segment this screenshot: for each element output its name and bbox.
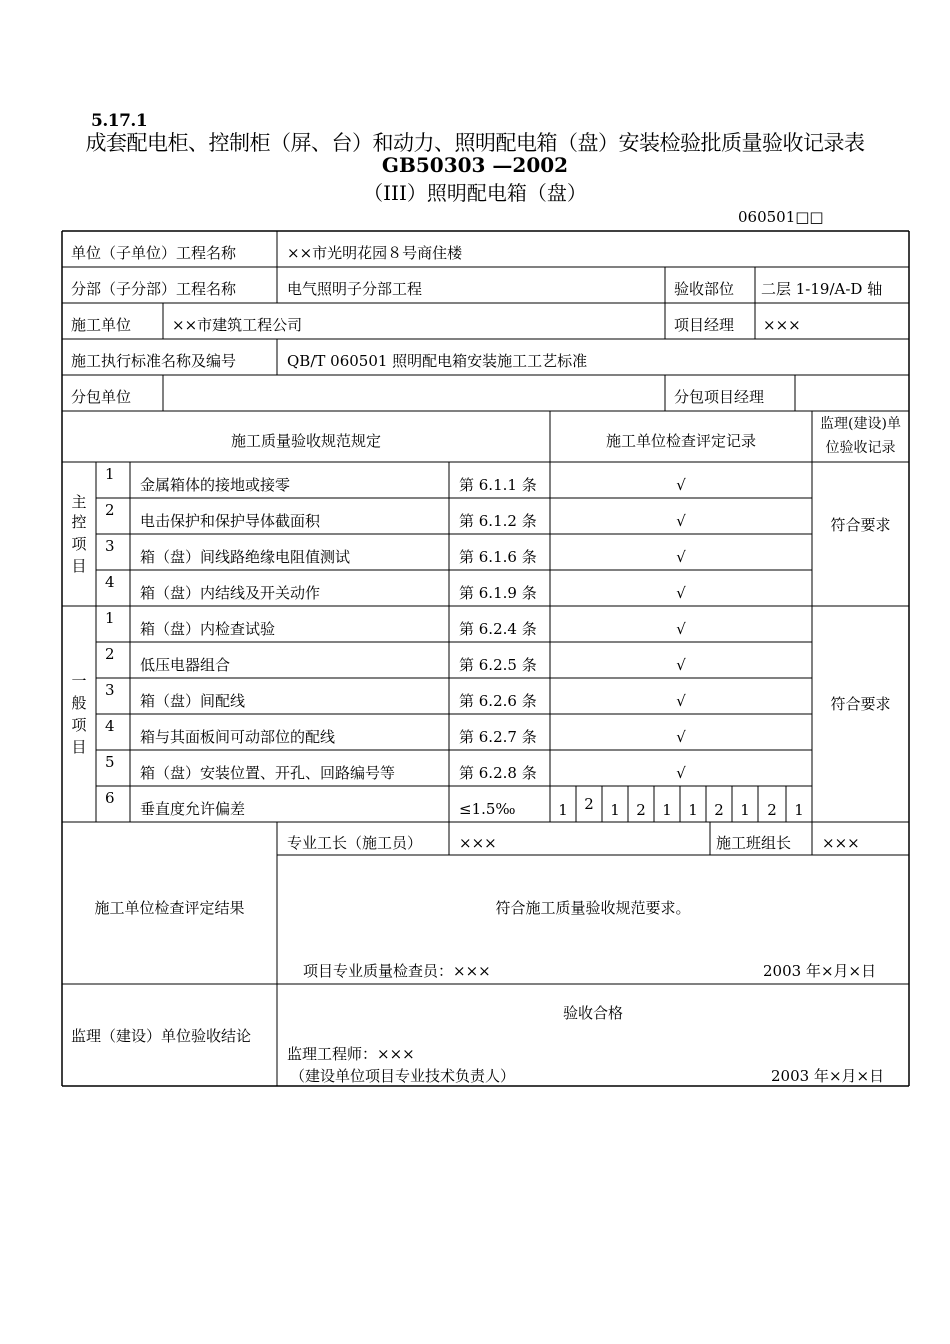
item-number: 2 <box>105 501 115 519</box>
item-result: √ <box>676 512 686 530</box>
item-result: √ <box>676 728 686 746</box>
deviation-value: 1 <box>558 801 568 819</box>
team-leader-label: 施工班组长 <box>716 834 792 852</box>
item-clause: 第 6.1.6 条 <box>459 548 537 566</box>
supervision-result-label: 监理（建设）单位验收结论 <box>71 1027 252 1045</box>
form-subtitle: （III）照明配电箱（盘） <box>363 181 587 205</box>
standard-code: GB50303 —2002 <box>381 153 569 177</box>
contractor-conclusion: 符合施工质量验收规范要求。 <box>495 899 691 917</box>
main-control-char: 主 <box>71 493 87 511</box>
main-control-char: 项 <box>71 535 87 553</box>
deviation-value: 2 <box>714 801 724 819</box>
supervision-conclusion: 验收合格 <box>562 1004 623 1022</box>
subdivision-label: 分部（子分部）工程名称 <box>71 280 237 298</box>
project-manager-label: 项目经理 <box>674 316 735 334</box>
item-number: 5 <box>105 753 115 771</box>
item-result: √ <box>676 584 686 602</box>
main-control-char: 控 <box>71 513 87 531</box>
item-name: 箱与其面板间可动部位的配线 <box>140 728 336 746</box>
general-supervision: 符合要求 <box>830 695 891 713</box>
item-clause: 第 6.1.9 条 <box>459 584 537 602</box>
item-clause: 第 6.2.4 条 <box>459 620 537 638</box>
subdivision-value: 电气照明子分部工程 <box>287 280 423 298</box>
item-result: √ <box>676 476 686 494</box>
item-name: 箱（盘）安装位置、开孔、回路编号等 <box>140 764 396 782</box>
item-clause: 第 6.1.1 条 <box>459 476 537 494</box>
item-name: 箱（盘）内检查试验 <box>140 620 276 638</box>
item-name: 箱（盘）间线路绝缘电阻值测试 <box>140 548 351 566</box>
spec-header: 施工质量验收规范规定 <box>230 432 381 450</box>
foreman-value: ××× <box>459 834 497 852</box>
item-clause: 第 6.2.7 条 <box>459 728 537 746</box>
item-name: 电击保护和保护导体截面积 <box>140 512 321 530</box>
team-leader-value: ××× <box>822 834 860 852</box>
project-manager-value: ××× <box>763 316 801 334</box>
contractor-value: ××市建筑工程公司 <box>172 316 303 334</box>
item-number: 3 <box>105 537 115 555</box>
deviation-value: 1 <box>610 801 620 819</box>
deviation-value: 1 <box>662 801 672 819</box>
general-char: 目 <box>71 738 87 756</box>
general-char: 项 <box>71 716 87 734</box>
item-name: 垂直度允许偏差 <box>140 800 246 818</box>
item-clause: 第 6.2.8 条 <box>459 764 537 782</box>
item-name: 箱（盘）间配线 <box>140 692 246 710</box>
supervision-engineer: 监理工程师：××× <box>287 1045 415 1063</box>
item-name: 金属箱体的接地或接零 <box>140 476 291 494</box>
item-clause: 第 6.2.5 条 <box>459 656 537 674</box>
supervision-header-line1: 监理(建设)单 <box>820 416 901 432</box>
contractor-date: 2003 年×月×日 <box>763 962 877 980</box>
supervision-engineer-note: （建设单位项目专业技术负责人） <box>290 1067 516 1085</box>
section-number: 5.17.1 <box>91 111 148 131</box>
deviation-value: 2 <box>767 801 777 819</box>
item-number: 6 <box>105 789 115 807</box>
standard-value: QB/T 060501 照明配电箱安装施工工艺标准 <box>287 352 588 370</box>
item-result: √ <box>676 656 686 674</box>
main-control-char: 目 <box>71 557 87 575</box>
item-result: √ <box>676 548 686 566</box>
record-header: 施工单位检查评定记录 <box>605 432 756 450</box>
item-result: √ <box>676 620 686 638</box>
deviation-value: 1 <box>688 801 698 819</box>
contractor-result-label: 施工单位检查评定结果 <box>94 899 245 917</box>
unit-name-label: 单位（子单位）工程名称 <box>71 244 237 262</box>
acceptance-part-value: 二层 1-19/A-D 轴 <box>761 280 883 298</box>
item-number: 1 <box>105 609 115 627</box>
acceptance-part-label: 验收部位 <box>674 280 735 298</box>
general-char: 般 <box>71 694 87 712</box>
supervision-header-line2: 位验收记录 <box>825 440 896 456</box>
main-control-supervision: 符合要求 <box>830 516 891 534</box>
quality-inspector: 项目专业质量检查员：××× <box>303 962 491 980</box>
item-number: 4 <box>105 717 115 735</box>
deviation-value: 2 <box>584 795 594 813</box>
unit-name-value: ××市光明花园８号商住楼 <box>287 244 463 262</box>
foreman-label: 专业工长（施工员） <box>287 834 423 852</box>
item-clause: ≤1.5‰ <box>459 800 516 818</box>
item-number: 1 <box>105 465 115 483</box>
item-name: 低压电器组合 <box>140 656 231 674</box>
item-clause: 第 6.2.6 条 <box>459 692 537 710</box>
item-result: √ <box>676 764 686 782</box>
item-result: √ <box>676 692 686 710</box>
standard-label: 施工执行标准名称及编号 <box>71 352 237 370</box>
general-char: 一 <box>71 672 87 690</box>
deviation-value: 1 <box>740 801 750 819</box>
item-number: 2 <box>105 645 115 663</box>
item-number: 3 <box>105 681 115 699</box>
deviation-value: 2 <box>636 801 646 819</box>
supervision-date: 2003 年×月×日 <box>771 1067 885 1085</box>
form-title: 成套配电柜、控制柜（屏、台）和动力、照明配电箱（盘）安装检验批质量验收记录表 <box>85 131 865 155</box>
subcontractor-label: 分包单位 <box>71 388 132 406</box>
item-number: 4 <box>105 573 115 591</box>
item-name: 箱（盘）内结线及开关动作 <box>140 584 321 602</box>
item-clause: 第 6.1.2 条 <box>459 512 537 530</box>
deviation-value: 1 <box>794 801 804 819</box>
contractor-label: 施工单位 <box>71 316 132 334</box>
sub-pm-label: 分包项目经理 <box>674 388 765 406</box>
form-code: 060501□□ <box>738 208 824 226</box>
